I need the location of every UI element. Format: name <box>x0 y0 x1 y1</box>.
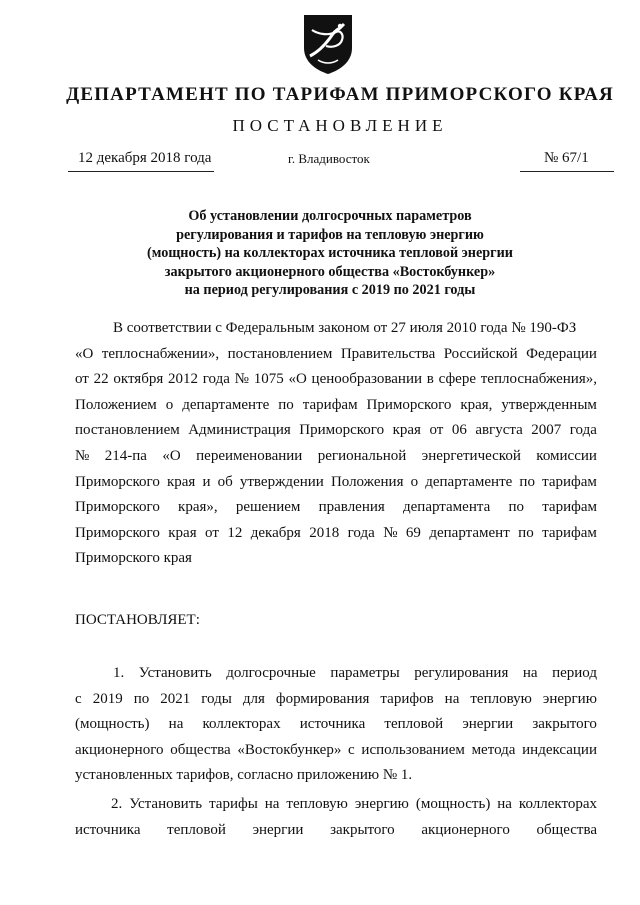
word: края», <box>178 499 218 516</box>
word: Приморского <box>75 524 160 541</box>
word: теплоснабжении», <box>101 345 220 362</box>
word: энергию <box>542 690 597 707</box>
word: тарифы <box>209 796 258 812</box>
clause-line <box>75 687 597 713</box>
word: годы <box>201 690 232 707</box>
preamble-line <box>75 521 597 547</box>
resolves-heading: ПОСТАНОВЛЯЕТ: <box>75 612 200 628</box>
word: тарифам <box>542 524 597 541</box>
subject-line: Об установлении долгосрочных параметров <box>188 208 472 224</box>
word: постановлением <box>227 345 333 362</box>
preamble-line <box>75 418 597 444</box>
word: Установить <box>129 796 203 812</box>
word: «О <box>75 345 94 362</box>
word: энергии <box>462 716 514 733</box>
word: период <box>552 665 597 681</box>
word: закрытого <box>330 821 395 838</box>
document-number: № 67/1 <box>544 150 589 166</box>
word: параметры <box>330 665 400 681</box>
preamble-line <box>75 495 597 521</box>
document-city: г. Владивосток <box>288 151 370 166</box>
word: 1. <box>113 665 125 681</box>
preamble-line: Приморского края <box>75 550 192 567</box>
word: на <box>444 690 460 707</box>
word: 22 <box>93 371 109 388</box>
word: 06 <box>451 422 467 439</box>
word: по <box>518 524 534 541</box>
preamble-line <box>75 367 597 393</box>
word: декабря <box>250 524 301 541</box>
word: 2018 <box>309 524 340 541</box>
preamble-line <box>75 393 597 419</box>
word: департамента <box>403 499 491 516</box>
word: на <box>497 796 512 812</box>
word: о <box>410 473 419 490</box>
word: тарифам <box>542 473 597 490</box>
preamble-line: В соответствии с Федеральным законом от 27 июля 2010 года № 190-ФЗ <box>113 320 577 336</box>
clause-line <box>75 661 597 687</box>
word: 2. <box>111 796 123 812</box>
word: на <box>522 665 538 681</box>
document-type: ПОСТАНОВЛЕНИЕ <box>232 116 448 135</box>
word: Правительства <box>340 345 436 362</box>
word: года <box>347 524 375 541</box>
word: «Востокбункер» <box>237 741 342 758</box>
document-date: 12 декабря 2018 года <box>78 150 212 166</box>
word: года <box>569 422 597 439</box>
word: «О <box>288 371 307 388</box>
document-subject <box>80 207 580 300</box>
word: августа <box>475 422 523 439</box>
word: постановлением <box>75 422 180 439</box>
word: по <box>519 473 535 490</box>
preamble-line <box>75 444 597 470</box>
word: с <box>75 690 82 707</box>
word: в <box>426 371 434 388</box>
word: (мощность) <box>75 716 150 733</box>
word: департамент <box>429 524 510 541</box>
word: энергетической <box>421 447 521 464</box>
word: департаменте <box>425 473 513 490</box>
clause-1-paragraph <box>75 661 597 789</box>
word: по <box>508 499 524 516</box>
word: на <box>264 796 280 812</box>
word: об <box>217 473 233 490</box>
word: края <box>392 422 421 439</box>
word: тарифам <box>302 396 358 413</box>
word: от <box>75 371 89 388</box>
word: общества <box>536 821 597 838</box>
word: закрытого <box>532 716 597 733</box>
word: тарифам <box>542 499 597 516</box>
word: общества <box>170 741 231 758</box>
word: Федерации <box>526 345 597 362</box>
department-title: ДЕПАРТАМЕНТ ПО ТАРИФАМ ПРИМОРСКОГО КРАЯ <box>66 84 614 105</box>
word: решением <box>235 499 301 516</box>
word: комиссии <box>536 447 597 464</box>
word: № <box>75 447 90 464</box>
word: Приморского <box>75 473 160 490</box>
word: сфере <box>438 371 476 388</box>
preamble-line <box>75 342 597 368</box>
word: индексации <box>522 741 597 758</box>
number-underline <box>520 171 614 172</box>
word: Приморского <box>366 396 452 413</box>
subject-line: закрытого акционерного общества «Востокбункер» <box>164 263 496 280</box>
word: теплоснабжения», <box>480 371 597 388</box>
preamble-line <box>75 470 597 496</box>
word: правления <box>318 499 385 516</box>
word: № <box>383 524 398 541</box>
word: года <box>202 371 230 388</box>
word: Российской <box>443 345 518 362</box>
clause-2-paragraph <box>75 792 597 843</box>
word: коллекторах <box>518 796 597 812</box>
word: Положения <box>330 473 404 490</box>
word: № <box>234 371 249 388</box>
word: ценообразовании <box>311 371 423 388</box>
word: тарифов <box>380 690 434 707</box>
subject-line: на период регулирования с 2019 по 2021 годы <box>184 282 476 298</box>
word: департаменте <box>182 396 270 413</box>
word: октября <box>113 371 164 388</box>
word: формирования <box>275 690 370 707</box>
subject-line: регулирования и тарифов на тепловую энергию <box>176 226 484 243</box>
word: 2012 <box>168 371 198 388</box>
word: Положением <box>75 396 157 413</box>
word: 2019 <box>92 690 123 707</box>
clause-line <box>75 792 597 818</box>
clause-line <box>75 712 597 738</box>
clause-line: установленных тарифов, согласно приложению № 1. <box>75 767 413 784</box>
word: 214-па <box>104 447 147 464</box>
word: от <box>205 524 219 541</box>
word: тепловую <box>286 796 348 812</box>
word: тепловой <box>384 716 444 733</box>
word: использованием <box>361 741 465 758</box>
word: края <box>166 473 196 490</box>
word: коллекторах <box>202 716 281 733</box>
word: акционерного <box>75 741 164 758</box>
word: «О <box>162 447 181 464</box>
word: источника <box>75 821 141 838</box>
word: 12 <box>227 524 243 541</box>
word: утверждении <box>239 473 324 490</box>
word: (мощность) <box>415 796 491 812</box>
word: метода <box>471 741 516 758</box>
word: с <box>348 741 355 758</box>
word: регулирования <box>414 665 509 681</box>
word: энергию <box>354 796 409 812</box>
word: Администрация <box>188 422 291 439</box>
word: на <box>168 716 184 733</box>
word: края <box>168 524 197 541</box>
word: 69 <box>405 524 421 541</box>
word: от <box>429 422 444 439</box>
clause-line <box>75 818 597 844</box>
word: по <box>133 690 150 707</box>
word: акционерного <box>421 821 510 838</box>
word: тепловой <box>167 821 226 838</box>
word: переименовании <box>196 447 303 464</box>
clause-line <box>75 738 597 764</box>
word: региональной <box>317 447 407 464</box>
word: Установить <box>138 665 212 681</box>
word: долгосрочные <box>226 665 316 681</box>
word: о <box>165 396 174 413</box>
word: энергии <box>252 821 304 838</box>
word: Приморского <box>299 422 385 439</box>
word: тепловую <box>470 690 532 707</box>
word: 2007 <box>531 422 562 439</box>
date-underline <box>68 171 214 172</box>
word: по <box>278 396 294 413</box>
preamble-paragraph <box>75 316 597 572</box>
word: источника <box>299 716 366 733</box>
word: и <box>202 473 211 490</box>
word: для <box>242 690 265 707</box>
word: края, <box>460 396 493 413</box>
word: 1075 <box>253 371 284 388</box>
word: Приморского <box>75 499 160 516</box>
subject-line: (мощность) на коллекторах источника тепловой энергии <box>147 245 513 261</box>
word: 2021 <box>160 690 191 707</box>
coat-of-arms-emblem <box>300 12 356 76</box>
word: утвержденным <box>501 396 597 413</box>
